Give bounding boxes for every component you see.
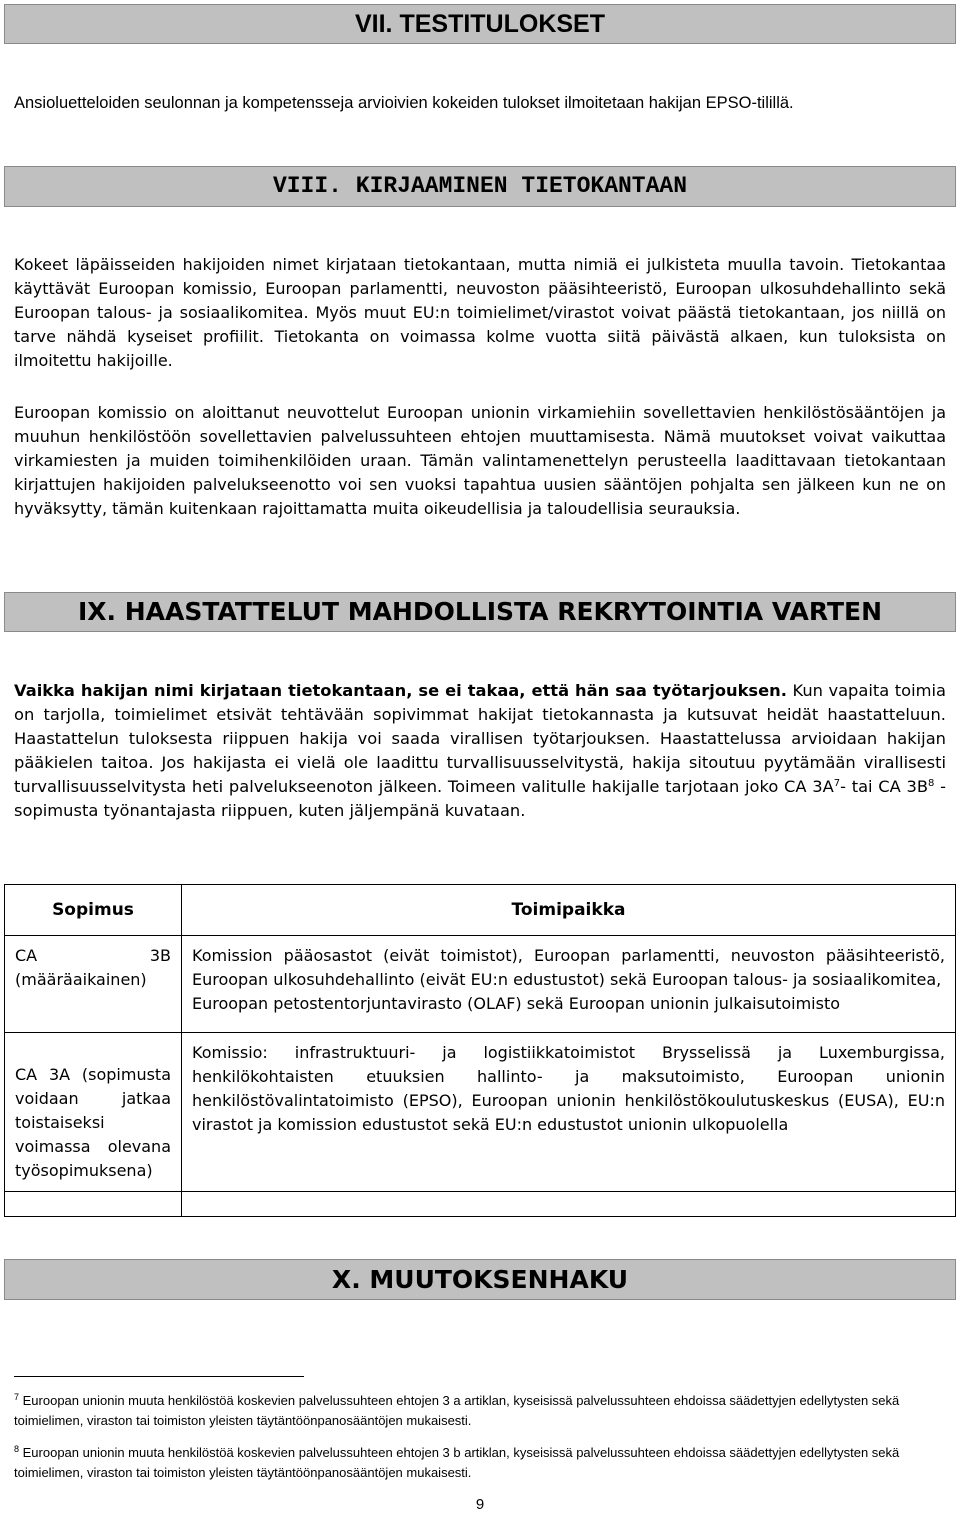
row1-workplace-a: Komission pääosastot (eivät toimistot), Euroopan parlamentti, neuvoston pääsihteeristö, Euroopan ulkosuhdehallinto (eivät EU:n edustustot) sekä Euroopan talous- ja sosiaalikomitea,: [192, 946, 945, 989]
row1-workplace-b: Euroopan petostentorjuntavirasto (OLAF) sekä Euroopan unionin julkaisutoimisto: [192, 994, 841, 1013]
contract-table: [4, 884, 956, 1217]
header-contract: Sopimus: [5, 885, 182, 936]
header-workplace: Toimipaikka: [182, 885, 956, 936]
footnote-ref-7[interactable]: 7: [833, 778, 841, 789]
section-heading-muutoksenhaku: X. MUUTOKSENHAKU: [4, 1259, 956, 1300]
interview-bold-sentence: Vaikka hakijan nimi kirjataan tietokantaan, se ei takaa, että hän saa työtarjouksen.: [14, 681, 787, 700]
footnote-separator: [14, 1376, 304, 1377]
interview-text-b: - tai CA 3B: [840, 777, 929, 796]
database-paragraph-1: Kokeet läpäisseiden hakijoiden nimet kirjataan tietokantaan, mutta nimiä ei julkisteta muulla tavoin. Tietokantaa käyttävät Euroopan komissio, Euroopan parlamentti, neuvoston pääsihteeristö, Euroopan ulkosuhdehallinto sekä Euroopan talous- ja sosiaalikomitea. Myös muut EU:n toimielimet/virastot voivat päästä tietokantaan, jos niillä on tarve nähdä kyseiset profiilit. Tietokanta on voimassa kolme vuotta siitä päivästä alkaen, kun tuloksista on ilmoitettu hakijoille.: [14, 255, 946, 370]
table-row: [5, 1033, 956, 1192]
section-heading-testitulokset: VII. TESTITULOKSET: [4, 4, 956, 44]
interview-paragraph: [14, 679, 946, 823]
interview-text-c: -sopimusta työnantajasta riippuen, kuten jäljempänä kuvataan.: [14, 777, 946, 820]
row3-workplace-empty: [182, 1192, 956, 1217]
interview-text-a: Kun vapaita toimia on tarjolla, toimielimet etsivät tehtävään sopivimmat hakijat tietokannasta ja kutsuvat heidät haastatteluun. Haastattelun tuloksesta riippuen hakija voi saada virallisen työtarjouksen. Haastattelussa arvioidaan hakijan pääkielen taitoa. Jos hakijasta ei vielä ole laadittu turvallisuusselvitystä, hakija sitoutuu pyytämään virallisesti turvallisuusselvitysta heti palvelukseenoton jälkeen. Toimeen valitulle hakijalle tarjotaan joko CA 3A: [14, 681, 946, 796]
page-number: 9: [475, 1496, 485, 1513]
table-row-empty: [5, 1192, 956, 1217]
footnote-ref-8[interactable]: 8: [928, 778, 935, 789]
row1-contract: CA 3B (määräaikainen): [5, 936, 182, 1033]
section-heading-haastattelut: IX. HAASTATTELUT MAHDOLLISTA REKRYTOINTIA VARTEN: [4, 592, 956, 632]
row2-workplace: Komissio: infrastruktuuri- ja logistiikkatoimistot Brysselissä ja Luxemburgissa, henkilökohtaisten etuuksien hallinto- ja maksutoimisto, Euroopan unionin henkilöstövalintatoimisto (EPSO), Euroopan unionin henkilöstökoulutuskeskus (EUSA), EU:n virastot ja komission edustustot sekä EU:n edustustot unionin ulkopuolella: [182, 1033, 956, 1192]
footnote-8-text: Euroopan unionin muuta henkilöstöä koskevien palvelussuhteen ehtojen 3 b artiklan, kyseisissä palvelussuhteen ehdoissa säädettyjen edellytysten sekä toimielimen, viraston tai toimiston yleisten täytäntöönpanosääntöjen mukaisesti.: [14, 1445, 900, 1480]
footnote-7-text: Euroopan unionin muuta henkilöstöä koskevien palvelussuhteen ehtojen 3 a artiklan, kyseisissä palvelussuhteen ehdoissa säädettyjen edellytysten sekä toimielimen, viraston tai toimiston yleisten täytäntöönpanosääntöjen mukaisesti.: [14, 1393, 900, 1428]
footnote-7: [14, 1391, 934, 1431]
row2-contract: [5, 1033, 182, 1192]
footnote-8: [14, 1443, 934, 1483]
table-row: [5, 936, 956, 1033]
results-paragraph: Ansioluetteloiden seulonnan ja kompetensseja arvioivien kokeiden tulokset ilmoitetaan hakijan EPSO-tilillä.: [14, 94, 794, 112]
row3-contract-empty: [5, 1192, 182, 1217]
table-header-row: [5, 885, 956, 936]
row2-contract-text: CA 3A (sopimusta voidaan jatkaa toistaiseksi voimassa olevana työsopimuksena): [15, 1065, 171, 1180]
row1-workplace: [182, 936, 956, 1033]
section-heading-kirjaaminen: VIII. KIRJAAMINEN TIETOKANTAAN: [4, 166, 956, 207]
database-paragraph-2: Euroopan komissio on aloittanut neuvottelut Euroopan unionin virkamiehiin sovellettavien henkilöstösääntöjen ja muuhun henkilöstöön sovellettavien palvelussuhteen ehtojen muuttamisesta. Nämä muutokset voivat vaikuttaa virkamiesten ja muiden toimihenkilöiden uraan. Tämän valintamenettelyn perusteella laadittavaan tietokantaan kirjattujen hakijoiden palvelukseenotto voi sen vuoksi tapahtua uusien sääntöjen pohjalta sen jälkeen kun ne on hyväksytty, tämän kuitenkaan rajoittamatta muita oikeudellisia ja taloudellisia seurauksia.: [14, 403, 946, 518]
footnote-8-number: 8: [14, 1444, 20, 1454]
footnote-7-number: 7: [14, 1392, 20, 1402]
